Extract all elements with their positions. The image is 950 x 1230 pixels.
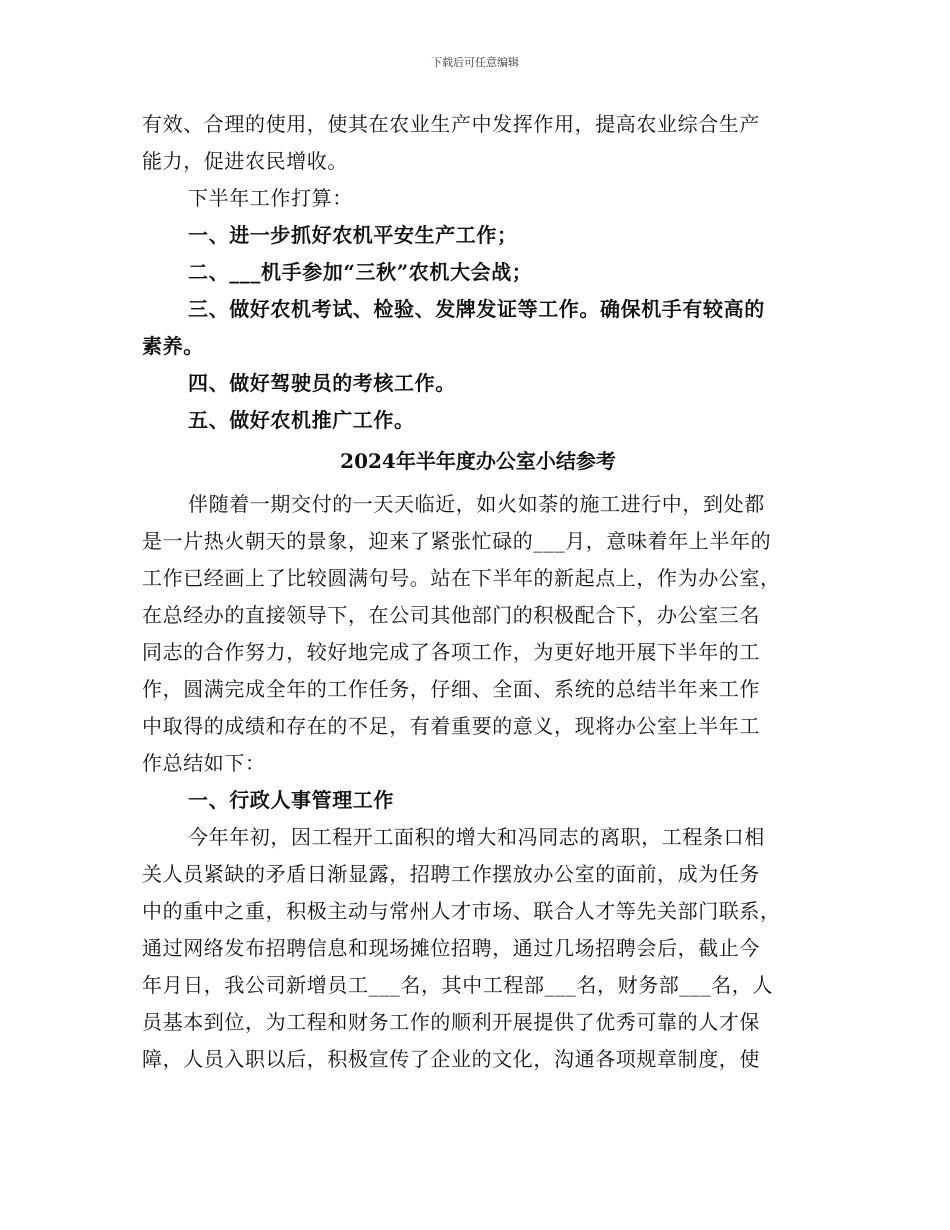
plan-item: 一、进一步抓好农机平安生产工作； — [188, 223, 518, 247]
body-line: 同志的合作努力，较好地完成了各项工作，为更好地开展下半年的工 — [142, 640, 760, 664]
body-line: 中的重中之重，积极主动与常州人才市场、联合人才等先关部门联系， — [142, 899, 781, 923]
section-title: 2024年半年度办公室小结参考 — [340, 449, 616, 473]
plan-item: 四、做好驾驶员的考核工作。 — [188, 371, 456, 395]
body-line: 在总经办的直接领导下，在公司其他部门的积极配合下，办公室三名 — [142, 603, 760, 627]
plan-item: 五、做好农机推广工作。 — [188, 408, 415, 432]
body-line: 员基本到位，为工程和财务工作的顺利开展提供了优秀可靠的人才保 — [142, 1010, 760, 1034]
body-line: 是一片热火朝天的景象，迎来了紧张忙碌的___月，意味着年上半年的 — [142, 529, 772, 553]
body-line: 中取得的成绩和存在的不足，有着重要的意义，现将办公室上半年工 — [142, 714, 760, 738]
document-body — [142, 106, 814, 1078]
plan-item: 三、做好农机考试、检验、发牌发证等工作。确保机手有较高的 — [188, 297, 765, 321]
body-line: 今年年初，因工程开工面积的增大和冯同志的离职，工程条口相 — [188, 825, 765, 849]
body-line: 伴随着一期交付的一天天临近，如火如荼的施工进行中，到处都 — [188, 492, 765, 516]
body-line: 通过网络发布招聘信息和现场摊位招聘，通过几场招聘会后，截止今 — [142, 936, 760, 960]
body-line: 能力，促进农民增收。 — [142, 149, 348, 173]
plan-item-continued: 素养。 — [142, 334, 204, 358]
plan-item: 二、___机手参加“三秋”农机大会战； — [188, 260, 533, 284]
body-line: 障，人员入职以后，积极宣传了企业的文化，沟通各项规章制度，使 — [142, 1047, 760, 1071]
body-line: 作总结如下： — [142, 751, 266, 775]
body-line: 作，圆满完成全年的工作任务，仔细、全面、系统的总结半年来工作 — [142, 677, 760, 701]
plan-heading: 下半年工作打算： — [188, 186, 353, 210]
body-line: 工作已经画上了比较圆满句号。站在下半年的新起点上，作为办公室， — [142, 566, 781, 590]
subheading: 一、行政人事管理工作 — [188, 788, 394, 812]
body-line: 关人员紧缺的矛盾日渐显露，招聘工作摆放办公室的面前，成为任务 — [142, 862, 760, 886]
body-line: 年月日，我公司新增员工___名，其中工程部___名，财务部___名，人 — [142, 973, 773, 997]
page-header: 下载后可任意编辑 — [431, 56, 519, 69]
body-line: 有效、合理的使用，使其在农业生产中发挥作用，提高农业综合生产 — [142, 112, 760, 136]
